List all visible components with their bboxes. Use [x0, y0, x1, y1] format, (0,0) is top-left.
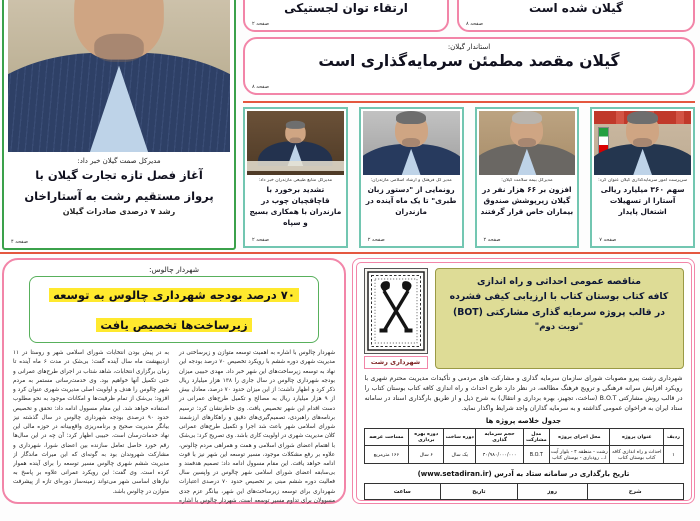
tender-body-text: شهرداری رشت پیرو مصوبات شورای سازمان سرمایه گذاری و مشارکت های مردمی و تأکیدات مدیریت محترم شهری با رویکرد افزایش سرانه فرهنگی و ترویج فرهنگ مطالعه، در نظر دارد طرح احداث و راه اندازی کافه کتاب بوستان کتاب را در قالب روش مشارکتی B.O.T (ساخت، تجهیز، بهره برداری و انتقال) به شرح ذیل و از طریق بارگذاری اسناد در سامانه ستاد ایران به فراخوان عمومی گذاشته و به سرمایه گذاران واجد شرایط واگذار نماید. [364, 374, 683, 413]
teaser-photo-2 [363, 111, 460, 175]
col-header: ساعت [364, 484, 441, 500]
col-header: روز [517, 484, 587, 500]
col-header: مساحت عرصه [364, 429, 409, 446]
table-header-row [364, 429, 683, 446]
top-middle-page-ref: صفحه ۲ [252, 21, 269, 27]
teaser-kicker: مدیرکل منابع طبیعی مازندران خبر داد: [258, 177, 333, 183]
col-header: تاریخ [441, 484, 518, 500]
col-header: مدل مشارکت [524, 429, 550, 446]
person-head [510, 114, 543, 147]
photo-teaser-3 [475, 107, 580, 248]
tender-title-line1: مناقصه عمومی احداثی و راه اندازی [477, 275, 641, 287]
table-header-row [364, 484, 683, 500]
teaser-photo-4 [594, 111, 691, 175]
teaser-photo-3 [479, 111, 576, 175]
col-header: محل اجرای پروژه [549, 429, 610, 446]
tender-title-line2: کافه کتاب بوستان کتاب با ارزیابی کیفی فشرده [449, 291, 669, 303]
setad-upload-note: تاریخ بارگذاری در سامانه ستاد به آدرس (www.setadiran.ir) [417, 470, 630, 479]
feature-headline-line2: پرواز مستقیم رشت به آستاراخان [24, 188, 214, 203]
teaser-headline: تشدید برخورد با قاچاقچیان چوب در مازندران با همکاری بسیج و سپاه [249, 184, 342, 227]
col-header: ردیف [664, 429, 683, 446]
person-figure [363, 111, 460, 175]
photo-teaser-row [243, 107, 695, 248]
tender-title-line3: در قالب پروژه سرمایه گذاری مشارکتی (BOT) [453, 307, 665, 319]
teaser-headline: افزون بر ۶۶ هزار نفر در گیلان زیرپوشش صندوق بیماران خاص قرار گرفتند [480, 184, 574, 216]
projects-table-title: جدول خلاصه پروژه ها [485, 417, 562, 426]
highlighted-text: زیرساخت‌ها تخصیص یافت [96, 318, 251, 332]
top-right-headline: گیلان شده است [528, 1, 624, 15]
chalus-headline-line2 [32, 309, 316, 339]
feature-photo [8, 0, 230, 152]
projects-summary-table [364, 428, 684, 464]
feature-headline-line1: آغاز فصل تازه تجارت گیلان با [35, 168, 203, 182]
feature-article [2, 0, 236, 250]
teaser-kicker: مدیر کل فرهنگ و ارشاد اسلامی مازندران: [370, 177, 452, 183]
tender-title-line4: "نوبت دوم" [534, 321, 584, 332]
tender-title-box [435, 268, 684, 369]
top-right-page-ref: صفحه ۸ [466, 21, 483, 27]
col-header: حجم سرمایه گذاری [476, 429, 524, 446]
person-figure [479, 111, 576, 175]
table-cell: رشت - منطقه ۴ - بلوار آیت ا... رودباری - بوستان کتاب [549, 446, 610, 464]
teaser-headline: رونمایی از "دستور زبان طبری" تا یک ماه آینده در مازندران [365, 184, 457, 216]
photo-teaser-2 [359, 107, 464, 248]
col-header: دوره بهره برداری [409, 429, 444, 446]
governor-banner [243, 37, 695, 95]
tender-inner-frame [356, 262, 692, 501]
teaser-page-ref: صفحه ۲ [252, 237, 269, 243]
col-header: شرح [587, 484, 683, 500]
table-cell: ۱ [664, 446, 683, 464]
tender-header [364, 268, 684, 369]
photo-teaser-4 [590, 107, 695, 248]
table-cell: یک سال [444, 446, 476, 464]
photo-teaser-1 [243, 107, 348, 248]
feature-page-ref: صفحه ۴ [11, 239, 28, 245]
top-middle-headline: ارتقاء توان لجستیکی [284, 1, 408, 15]
divider-rule-bottom [0, 252, 700, 254]
chalus-headline-line1 [32, 279, 316, 309]
col-header: عنوان پروژه [610, 429, 664, 446]
person-figure [594, 111, 691, 175]
teaser-page-ref: صفحه ۲ [483, 237, 501, 243]
table-cell: ۶ سال [409, 446, 444, 464]
banner-page-ref: صفحه ۸ [252, 84, 269, 90]
feature-subtitle: رشد ۷ درصدی صادرات گیلان [62, 207, 176, 217]
top-headline-box-right [457, 0, 695, 32]
teaser-page-ref: صفحه ۲ [367, 237, 385, 243]
person-head [395, 114, 428, 147]
banner-headline: گیلان مقصد مطمئن سرمایه‌گذاری است [318, 52, 620, 70]
table-row [364, 446, 683, 464]
highlighted-text: ۷۰ درصد بودجه شهرداری چالوس به توسعه [49, 288, 299, 302]
person-head [74, 0, 163, 60]
teaser-kicker: سرپرست امور سرمایه‌گذاری گیلان عنوان کرد: [598, 177, 688, 183]
person-head [285, 122, 305, 143]
teaser-page-ref: صفحه ۷ [599, 237, 617, 243]
teaser-photo-1 [247, 111, 344, 175]
chalus-kicker: شهردار چالوس: [148, 265, 200, 274]
teaser-kicker: مدیرکل بیمه سلامت گیلان: [501, 177, 553, 183]
chalus-body-text: شهردار چالوس با اشاره به اهمیت توسعه متوازن و زیرساختی در مدیریت شهری دوره ششم با رویکرد تخصیص ۷۰ درصد بودجه این نهاد به توسعه زیرساخت‌های این شهر خبر داد. مهدی حبیبی میزان بودجه شهرداری چالوس در سال جاری را ۱۳۸ هزار میلیارد ریال ذکر کرد و اظهار داشت: از این میزان حدود ۷۰ درصد، معادل بیش از ۹ هزار میلیارد ریال به مصالح و تکمیل طرح‌های عمرانی در دست اقدام این شهر تخصیص یافت. وی خاطرنشان کرد: ترسیم برنامه‌های راهبردی، تصمیم‌گیری‌های دقیق و راهکارهای ارزشمند شورای اسلامی شهر باعث شد اجرا و تکمیل طرح‌های عمرانی کلان مدیریت شهری در اولویت کاری باشد. وی تصریح کرد: بی‌شک با اهتمام اعضای شورای اسلامی و همت و همراهی مردم چالوس، علاوه بر رفع مشکلات موجود، مسیر توسعه این شهر نیز با قوت ادامه خواهد یافت. این مقام مسوول ادامه داد: تصمیم هدفمند و بی‌سابقه اعضای شورای اسلامی شهر چالوس در واپسین سال فعالیت دوره ششم مبنی بر تخصیص حدود ۷۰ درصدی اعتبارات شهرداری برای توسعه زیرساخت‌های این شهر، بیانگر عزم جدی مسوولان برای تداوم مسیر توسعه است. شهردار چالوس با اشاره به در پیش بودن انتخابات شورای اسلامی شهر و روستا در ۱۱ اردیبهشت ماه سال آینده گفت: بی‌شک در مدت ۶ ماه آینده تا زمان برگزاری انتخابات، شاهد شتاب در اجرای طرح‌های عمرانی و حتی تکمیل آنها خواهیم بود. وی خدمت‌رسانی مستمر به مردم شهر چالوس را هدف و اولویت اصلی مدیریت شهری عنوان کرد و افزود: بی‌شک از تمام ظرفیت‌ها و امکانات موجود به نحو مطلوب استفاده خواهد شد. این مقام مسوول ادامه داد: تحقق و تخصیص حدود ۹۰ درصدی بودجه شهرداری چالوس در سال گذشته نیز بیانگر مدیریت صحیح و برنامه‌ریزی واقع‌بینانه در حوزه مالی این نهاد خدمات‌رسان است. حبیبی اظهار کرد: آن چه در این سال‌ها رقم خورد حاصل تعامل سازنده بین اعضای شورا، شهرداری و مشارکت شهروندان بود به گونه‌ای که این میراث ماندگار از مدیریت ششم شهری چالوس مسیر توسعه را برای آینده هموار کرده است. وی گفت: این رویکرد عمرانی علاوه بر پاسخ به نیازهای اساسی شهر می‌تواند زمینه‌ساز دوره‌ای تازه از پیشرفت متوازن در چالوس باشد. [13, 350, 335, 504]
teaser-headline: سهم ۳۶۰ میلیارد ریالی آستارا از تسهیلات اشتغال پایدار [600, 184, 685, 216]
municipality-logo-caption: شهرداری رشت [364, 356, 428, 369]
banner-kicker: استاندار گیلان: [447, 43, 491, 51]
crossed-keys-logo [364, 268, 428, 354]
tender-notice [352, 258, 695, 504]
person-head [626, 114, 659, 147]
person-figure [265, 121, 325, 161]
table-cell: B.O.T [524, 446, 550, 464]
table-cell: ۴۰/۹۸۰/۰۰۰/۰۰۰ [476, 446, 524, 464]
chalus-headline-box [29, 276, 319, 343]
schedule-table [364, 483, 684, 500]
divider-rule-top [243, 101, 695, 103]
municipality-logo-column [364, 268, 428, 369]
person-figure [8, 0, 230, 141]
top-headline-box-middle [243, 0, 449, 32]
table-cell: احداث و راه اندازی کافه کتاب بوستان کتاب [610, 446, 664, 464]
col-header: دوره ساخت [444, 429, 476, 446]
table-cell: ۱۶۶ مترمربع [364, 446, 409, 464]
feature-kicker: مدیرکل صمت گیلان خبر داد: [77, 157, 161, 165]
chalus-article [2, 258, 346, 504]
crossed-keys-icon [367, 271, 425, 351]
